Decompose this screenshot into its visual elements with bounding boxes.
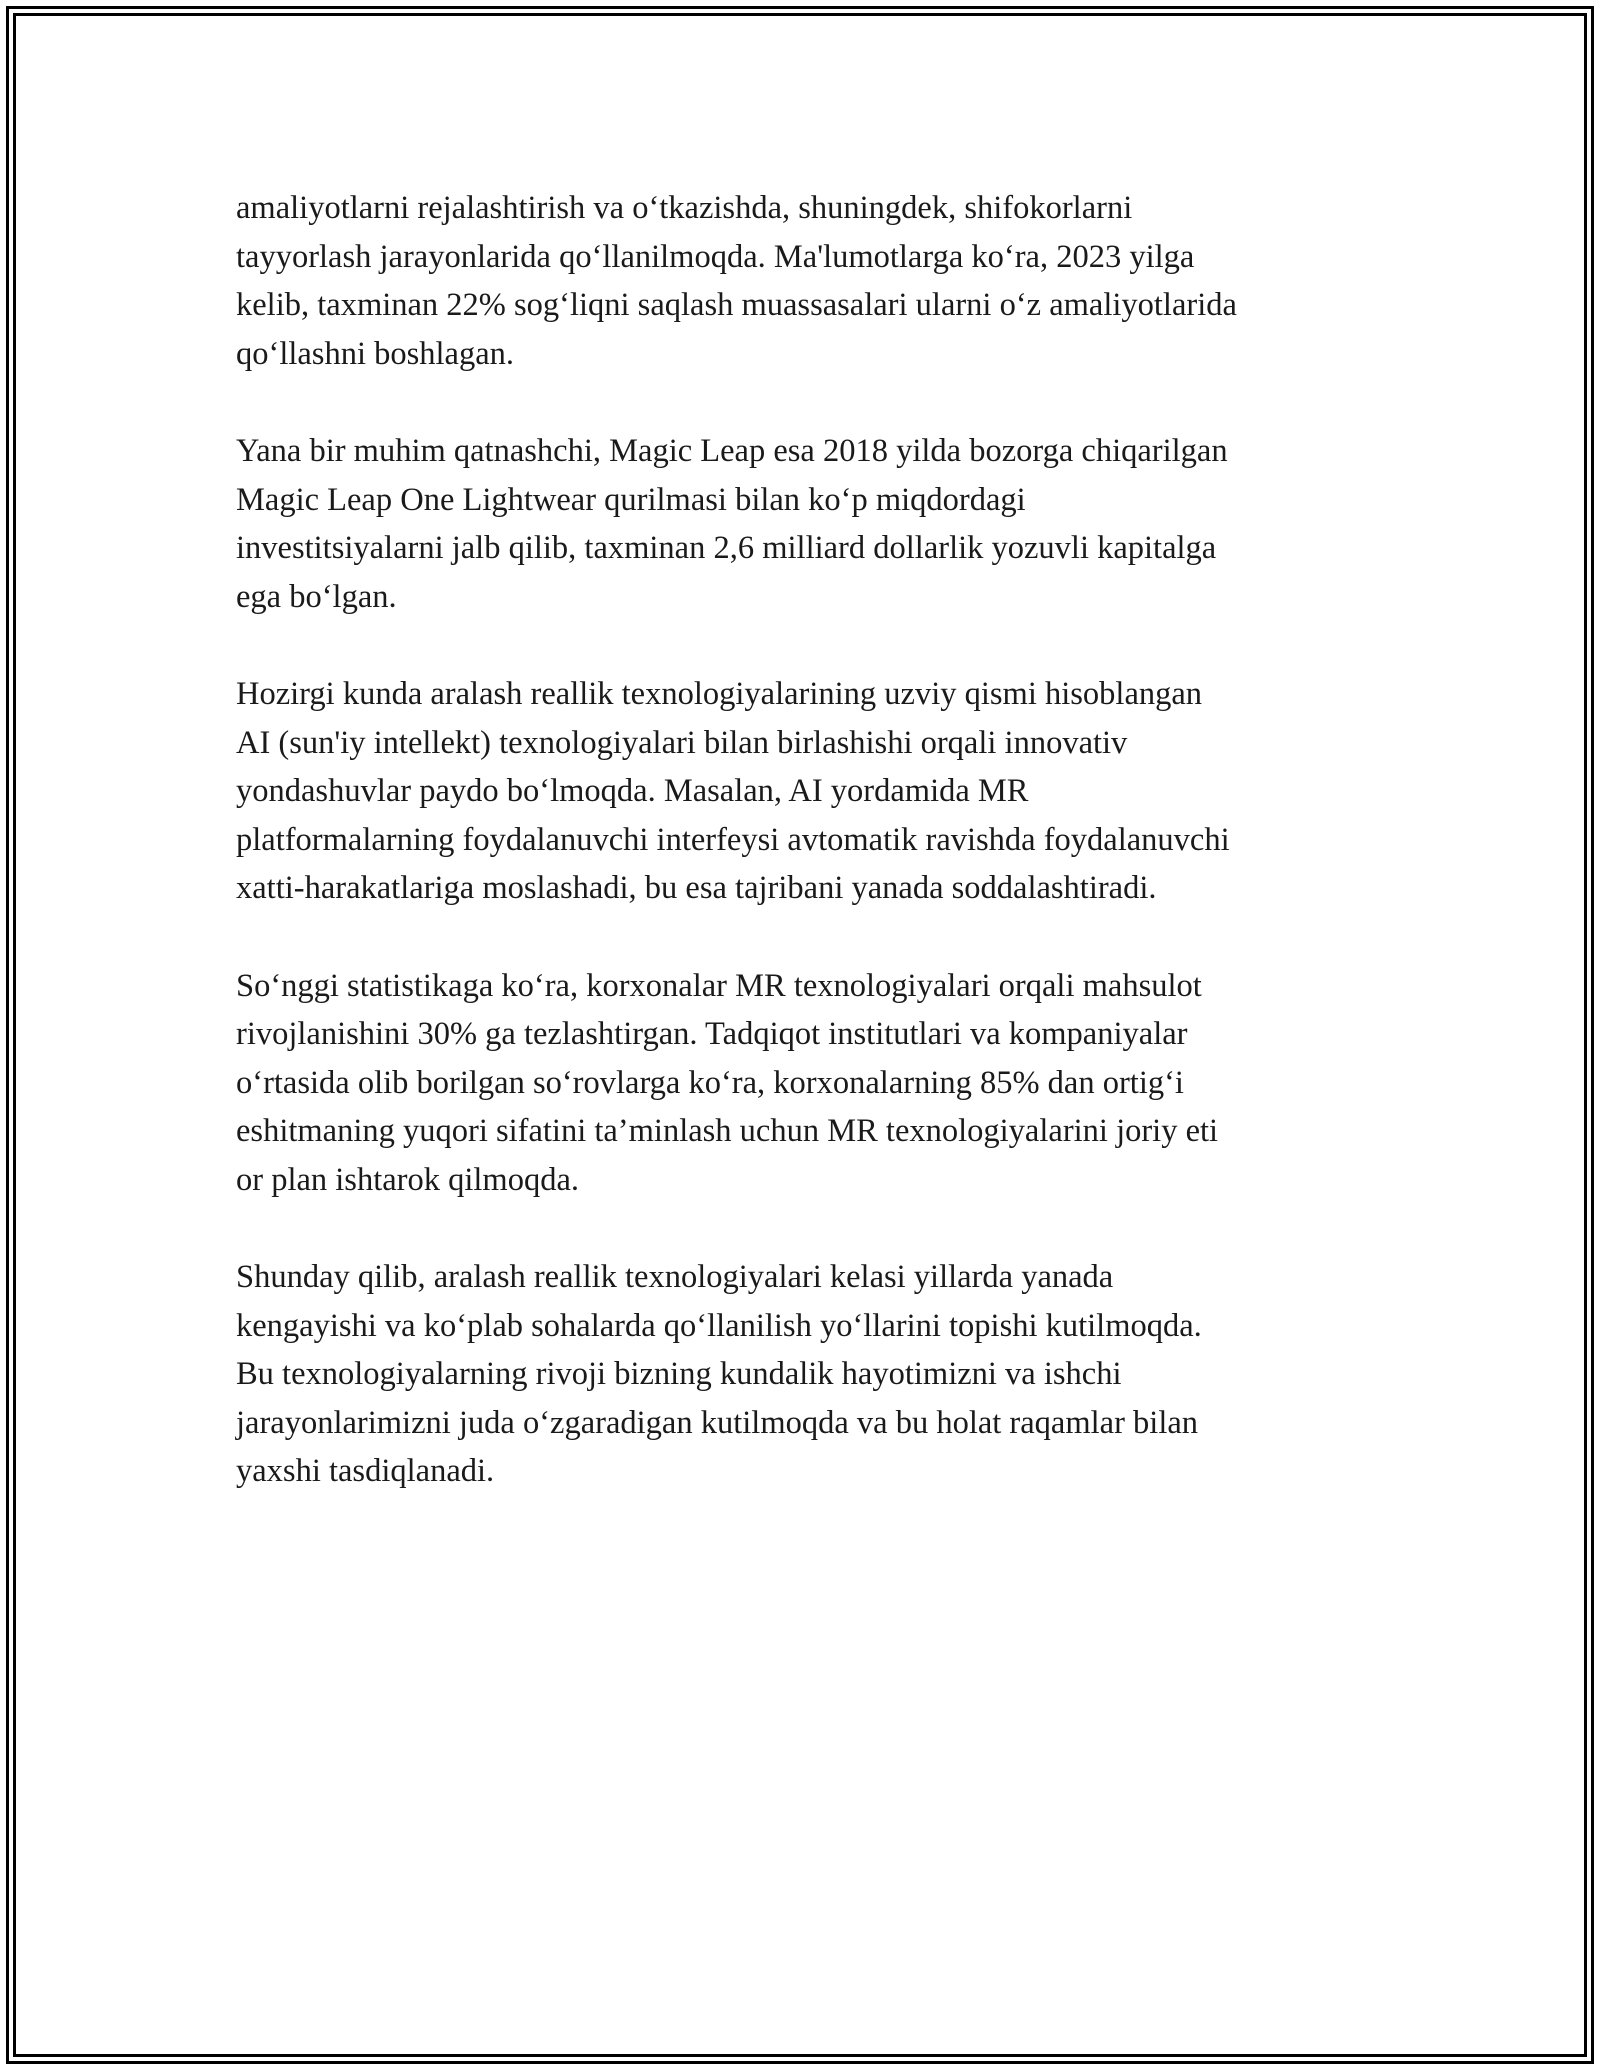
paragraph-1: amaliyotlarni rejalashtirish va o‘tkazishda, shuningdek, shifokorlarni tayyorlash jarayonlarida qo‘llanilmoqda. Ma'lumotlarga ko‘ra, 2023 yilga kelib, taxminan 22% sog‘liqni saqlash muassasalari ularni o‘z amaliyotlarida qo‘llashni boshlagan.: [236, 190, 1237, 372]
paragraph-3: Hozirgi kunda aralash reallik texnologiyalarining uzviy qismi hisoblangan AI (sun'iy intellekt) texnologiyalari bilan birlashishi orqali innovativ yondashuvlar paydo bo‘lmoqda. Masalan, AI yordamida MR platformalarning foydalanuvchi interfeysi avtomatik ravishda foydalanuvchi xatti-harakatlariga moslashadi, bu esa tajribani yanada soddalashtiradi.: [236, 675, 1230, 907]
paragraph-4: So‘nggi statistikaga ko‘ra, korxonalar MR texnologiyalari orqali mahsulot rivojlanishini 30% ga tezlashtirgan. Tadqiqot institutlari va kompaniyalar o‘rtasida olib borilgan so‘rovlarga ko‘ra, korxonalarning 85% dan ortig‘i eshitmaning yuqori sifatini ta’minlash uchun MR texnologiyalarini joriy eti or plan ishtarok qilmoqda.: [236, 967, 1219, 1198]
paragraph-5: Shunday qilib, aralash reallik texnologiyalari kelasi yillarda yanada kengayishi va ko‘plab sohalarda qo‘llanilish yo‘llarini topishi kutilmoqda. Bu texnologiyalarning rivoji bizning kundalik hayotimizni va ishchi jarayonlarimizni juda o‘zgaradigan kutilmoqda va bu holat raqamlar bilan yaxshi tasdiqlanadi.: [236, 1259, 1202, 1490]
document-body: [236, 184, 1376, 1545]
paragraph-2: Yana bir muhim qatnashchi, Magic Leap esa 2018 yilda bozorga chiqarilgan Magic Leap One Lightwear qurilmasi bilan ko‘p miqdordagi investitsiyalarni jalb qilib, taxminan 2,6 milliard dollarlik yozuvli kapitalga ega bo‘lgan.: [236, 432, 1228, 615]
